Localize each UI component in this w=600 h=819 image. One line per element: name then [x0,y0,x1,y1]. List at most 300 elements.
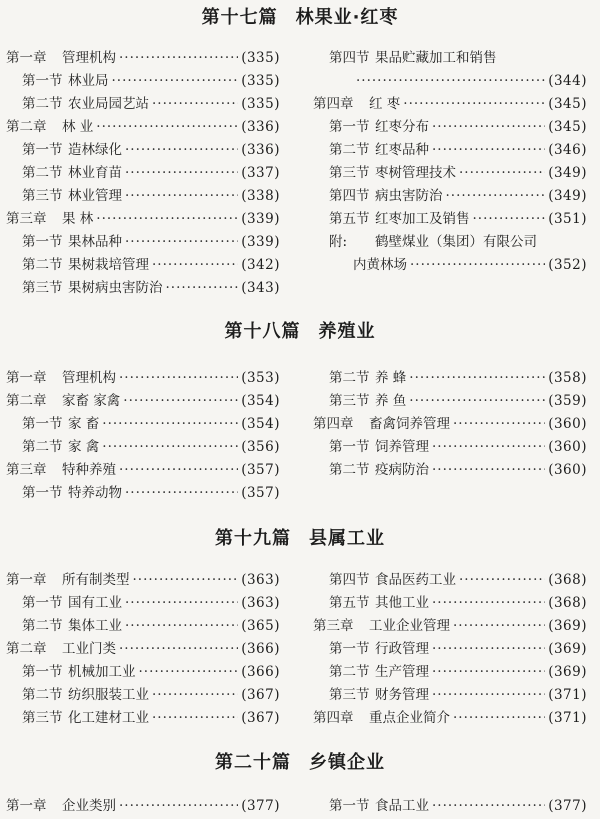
page-number: (366) [241,664,280,680]
toc-section-entry[interactable] [313,795,587,818]
page-number: (353) [241,370,280,386]
entry-label [22,162,122,185]
page-number: (366) [241,641,280,657]
entry-number: 第二节 [22,96,63,112]
toc-section-entry[interactable] [6,185,280,208]
entry-number: 第一节 [22,416,63,432]
entry-label [329,367,406,390]
toc-chapter-entry[interactable] [6,569,280,592]
entry-number: 第二节 [22,165,63,181]
toc-chapter-entry[interactable] [313,413,587,436]
leader-dots [453,413,545,436]
entry-title: 管理机构 [62,370,116,386]
entry-title: 所有制类型 [62,572,130,588]
entry-title: 工业企业管理 [369,618,450,634]
leader-dots [152,684,238,707]
entry-title: 农业局园艺站 [68,96,149,112]
entry-label [329,208,470,231]
page-number: (363) [241,572,280,588]
toc-column-left [6,47,280,300]
entry-label [329,795,429,818]
entry-number: 第二节 [329,462,370,478]
entry-label [22,615,122,638]
toc-section-entry[interactable] [6,70,280,93]
leader-dots [432,459,545,482]
entry-label [329,592,429,615]
entry-title: 重点企业简介 [369,710,450,726]
page-number: (360) [548,462,587,478]
leader-dots [119,47,238,70]
entry-title: 生产管理 [375,664,429,680]
leader-dots [123,390,238,413]
entry-number: 第二章 [6,119,47,135]
part-number: 第二十篇 [215,752,291,773]
toc-chapter-entry[interactable] [6,638,280,661]
page-number: (351) [548,211,587,227]
entry-title: 家畜 家禽 [62,393,121,409]
entry-label [22,93,149,116]
entry-number: 第一章 [6,798,47,814]
entry-title: 果品贮藏加工和销售 [375,50,497,66]
page-number: (367) [241,687,280,703]
toc-section-entry[interactable] [313,116,587,139]
page-number: (365) [241,618,280,634]
entry-number: 第二节 [22,439,63,455]
entry-title: 果 林 [62,211,94,227]
leader-dots [125,185,238,208]
entry-label [6,390,120,413]
entry-number: 第三节 [22,188,63,204]
leader-dots [119,638,238,661]
entry-title: 疫病防治 [375,462,429,478]
page-number: (359) [548,393,587,409]
page-number: (342) [241,257,280,273]
toc-column-right [313,795,587,818]
entry-number: 第三节 [329,393,370,409]
entry-label [22,684,149,707]
page-number: (349) [548,188,587,204]
page-number: (343) [241,280,280,296]
entry-number: 第四节 [329,50,370,66]
toc-section-entry[interactable] [313,390,587,413]
page-number: (344) [548,73,587,89]
part-title [0,751,600,775]
leader-dots [152,93,238,116]
leader-dots [409,390,545,413]
entry-number: 第四章 [313,710,354,726]
entry-label [22,277,163,300]
page-number: (339) [241,211,280,227]
entry-number: 第一节 [22,234,63,250]
entry-title: 果树栽培管理 [68,257,149,273]
entry-label [22,707,149,730]
toc-section-entry[interactable] [313,459,587,482]
page-number: (369) [548,664,587,680]
entry-title: 财务管理 [375,687,429,703]
entry-title: 化工建材工业 [68,710,149,726]
leader-dots [473,208,546,231]
page-number: (369) [548,641,587,657]
entry-title: 养 蜂 [375,370,407,386]
leader-dots [453,615,545,638]
entry-number: 第一节 [22,73,63,89]
toc-column-left [6,367,280,505]
leader-dots [119,367,238,390]
page-number: (338) [241,188,280,204]
toc-section-entry[interactable] [313,185,587,208]
entry-number: 第一节 [329,119,370,135]
entry-title: 饲养管理 [375,439,429,455]
toc-chapter-entry[interactable] [6,367,280,390]
toc-section-entry[interactable] [313,367,587,390]
entry-title: 鹤壁煤业（集团）有限公司 [375,234,537,250]
leader-dots [453,707,545,730]
page-number: (369) [548,618,587,634]
leader-dots [125,231,238,254]
leader-dots [125,592,238,615]
entry-title: 红枣加工及销售 [375,211,470,227]
entry-number: 第四节 [329,572,370,588]
toc-section-entry[interactable] [313,231,587,254]
entry-number: 第二节 [329,370,370,386]
entry-label [329,436,429,459]
toc-entry-continuation[interactable] [313,254,587,277]
part-name: 养殖业 [318,321,376,342]
entry-title: 家 畜 [68,416,100,432]
entry-label [6,47,116,70]
toc-section-entry[interactable] [313,661,587,684]
entry-number: 第一章 [6,370,47,386]
entry-label [6,569,130,592]
page-number: (354) [241,416,280,432]
page-number: (358) [548,370,587,386]
entry-label [329,459,429,482]
entry-number: 第二节 [329,664,370,680]
toc-section-entry[interactable] [313,436,587,459]
toc-section-entry[interactable] [313,139,587,162]
entry-title: 红枣品种 [375,142,429,158]
leader-dots [119,459,238,482]
leader-dots [119,795,238,818]
toc-chapter-entry[interactable] [313,615,587,638]
entry-label [329,684,429,707]
entry-label [329,139,429,162]
entry-number: 第二节 [22,618,63,634]
toc-entry-continuation[interactable] [313,70,587,93]
leader-dots [459,162,545,185]
entry-label [313,707,450,730]
part-name: 林果业·红枣 [295,7,399,28]
toc-section-entry[interactable] [6,162,280,185]
part-number: 第十七篇 [201,7,278,28]
entry-title: 特种养殖 [62,462,116,478]
toc-section-entry[interactable] [313,47,587,70]
entry-label [22,70,109,93]
entry-title: 果树病虫害防治 [68,280,163,296]
leader-dots [432,795,545,818]
page-number: (335) [241,50,280,66]
toc-chapter-entry[interactable] [313,93,587,116]
entry-number: 第一节 [22,485,63,501]
page-number: (368) [548,572,587,588]
entry-title: 造林绿化 [68,142,122,158]
part-title [0,320,600,344]
entry-title: 机械加工业 [68,664,136,680]
page-number: (336) [241,119,280,135]
entry-title: 红 枣 [369,96,401,112]
entry-label [6,367,116,390]
page-number: (360) [548,416,587,432]
entry-label [22,482,122,505]
entry-label [22,185,122,208]
entry-title: 集体工业 [68,618,122,634]
entry-label [22,139,122,162]
entry-number: 附: [329,234,348,250]
toc-column-right [313,367,587,482]
toc-section-entry[interactable] [313,592,587,615]
entry-number: 第三章 [6,211,47,227]
entry-number: 第一章 [6,572,47,588]
entry-number: 第四节 [329,188,370,204]
toc-section-entry[interactable] [6,661,280,684]
entry-number: 第一章 [6,50,47,66]
page-number: (357) [241,462,280,478]
entry-title: 果林品种 [68,234,122,250]
entry-label [313,93,400,116]
entry-title: 内黄林场 [353,257,407,273]
entry-label [6,208,93,231]
page-number: (349) [548,165,587,181]
page-number: (335) [241,73,280,89]
entry-label [329,185,443,208]
toc-column-left [6,569,280,730]
leader-dots [125,482,238,505]
leader-dots [432,116,545,139]
entry-number: 第一节 [329,798,370,814]
entry-title: 家 禽 [68,439,100,455]
toc-chapter-entry[interactable] [6,208,280,231]
page-number: (354) [241,393,280,409]
entry-number: 第四章 [313,96,354,112]
leader-dots [125,139,238,162]
toc-section-entry[interactable] [313,569,587,592]
leader-dots [432,661,545,684]
page-number: (363) [241,595,280,611]
entry-label [6,795,116,818]
toc-column-right [313,569,587,730]
toc-section-entry[interactable] [6,684,280,707]
page-number: (371) [548,687,587,703]
entry-label [22,413,99,436]
leader-dots [125,162,238,185]
entry-label [22,231,122,254]
entry-title: 企业类别 [62,798,116,814]
page-number: (345) [548,96,587,112]
entry-title: 林业育苗 [68,165,122,181]
page-number: (337) [241,165,280,181]
page-number: (367) [241,710,280,726]
entry-title: 畜禽饲养管理 [369,416,450,432]
toc-chapter-entry[interactable] [6,390,280,413]
toc-chapter-entry[interactable] [6,47,280,70]
page-number: (352) [548,257,587,273]
entry-label [329,661,429,684]
leader-dots [410,254,545,277]
leader-dots [432,684,545,707]
toc-chapter-entry[interactable] [6,795,280,818]
leader-dots [102,436,238,459]
entry-number: 第一节 [22,142,63,158]
part-title [0,527,600,551]
entry-title: 林业局 [68,73,109,89]
leader-dots [125,615,238,638]
page-number: (357) [241,485,280,501]
entry-number: 第三节 [329,687,370,703]
entry-title: 红枣分布 [375,119,429,135]
entry-label [6,638,116,661]
entry-label [22,661,136,684]
toc-section-entry[interactable] [313,208,587,231]
entry-title: 工业门类 [62,641,116,657]
entry-number: 第五节 [329,211,370,227]
entry-title: 食品工业 [375,798,429,814]
entry-label [329,390,406,413]
leader-dots [403,93,545,116]
entry-label [313,615,450,638]
leader-dots [139,661,239,684]
entry-title: 林 业 [62,119,94,135]
page-number: (377) [241,798,280,814]
leader-dots [432,436,545,459]
page-number: (377) [548,798,587,814]
toc-section-entry[interactable] [313,684,587,707]
toc-section-entry[interactable] [6,254,280,277]
toc-chapter-entry[interactable] [313,707,587,730]
page-number: (368) [548,595,587,611]
page-number: (346) [548,142,587,158]
entry-label [22,592,122,615]
toc-section-entry[interactable] [313,162,587,185]
entry-number: 第四章 [313,416,354,432]
entry-number: 第三节 [22,280,63,296]
toc-column-right [313,47,587,277]
leader-dots [152,254,238,277]
entry-number: 第二章 [6,641,47,657]
toc-section-entry[interactable] [6,707,280,730]
entry-number: 第三章 [6,462,47,478]
entry-title: 纺织服装工业 [68,687,149,703]
entry-title: 行政管理 [375,641,429,657]
entry-label [329,638,429,661]
entry-number: 第一节 [329,439,370,455]
entry-label [22,254,149,277]
entry-title: 国有工业 [68,595,122,611]
leader-dots [432,592,545,615]
entry-title: 养 鱼 [375,393,407,409]
entry-number: 第二节 [22,257,63,273]
page-number: (336) [241,142,280,158]
entry-number: 第五节 [329,595,370,611]
toc-column-left [6,795,280,818]
entry-number: 第二节 [22,687,63,703]
leader-dots [152,707,238,730]
toc-section-entry[interactable] [6,482,280,505]
entry-number: 第一节 [329,641,370,657]
part-name: 乡镇企业 [309,752,385,773]
leader-dots [166,277,239,300]
entry-number: 第一节 [22,664,63,680]
leader-dots [459,569,545,592]
entry-number: 第三节 [329,165,370,181]
toc-section-entry[interactable] [6,231,280,254]
toc-chapter-entry[interactable] [6,459,280,482]
entry-title: 其他工业 [375,595,429,611]
leader-dots [446,185,546,208]
leader-dots [432,139,545,162]
entry-number: 第二节 [329,142,370,158]
toc-section-entry[interactable] [6,277,280,300]
entry-label [329,569,456,592]
page-number: (335) [241,96,280,112]
entry-label [329,47,497,70]
toc-section-entry[interactable] [6,93,280,116]
entry-label [6,459,116,482]
toc-chapter-entry[interactable] [6,116,280,139]
leader-dots [102,413,238,436]
leader-dots [356,70,545,93]
entry-number: 第三节 [22,710,63,726]
entry-number: 第二章 [6,393,47,409]
entry-label [353,254,407,277]
entry-number: 第三章 [313,618,354,634]
entry-label [329,116,429,139]
toc-section-entry[interactable] [6,615,280,638]
page-number: (371) [548,710,587,726]
page-number: (339) [241,234,280,250]
leader-dots [409,367,545,390]
entry-title: 林业管理 [68,188,122,204]
entry-title: 枣树管理技术 [375,165,456,181]
entry-number: 第一节 [22,595,63,611]
leader-dots [112,70,239,93]
part-title [0,6,600,30]
page-number: (356) [241,439,280,455]
entry-label [6,116,93,139]
entry-title: 管理机构 [62,50,116,66]
toc-section-entry[interactable] [6,413,280,436]
page-number: (345) [548,119,587,135]
entry-title: 病虫害防治 [375,188,443,204]
part-number: 第十九篇 [215,528,291,549]
toc-section-entry[interactable] [6,436,280,459]
entry-label [329,162,456,185]
entry-label [329,231,537,254]
entry-title: 特养动物 [68,485,122,501]
leader-dots [432,638,545,661]
toc-section-entry[interactable] [6,139,280,162]
part-number: 第十八篇 [224,321,301,342]
leader-dots [96,208,238,231]
toc-section-entry[interactable] [313,638,587,661]
entry-label [313,413,450,436]
entry-title: 食品医药工业 [375,572,456,588]
page-number: (360) [548,439,587,455]
leader-dots [96,116,238,139]
leader-dots [133,569,239,592]
entry-label [22,436,99,459]
part-name: 县属工业 [309,528,385,549]
toc-section-entry[interactable] [6,592,280,615]
